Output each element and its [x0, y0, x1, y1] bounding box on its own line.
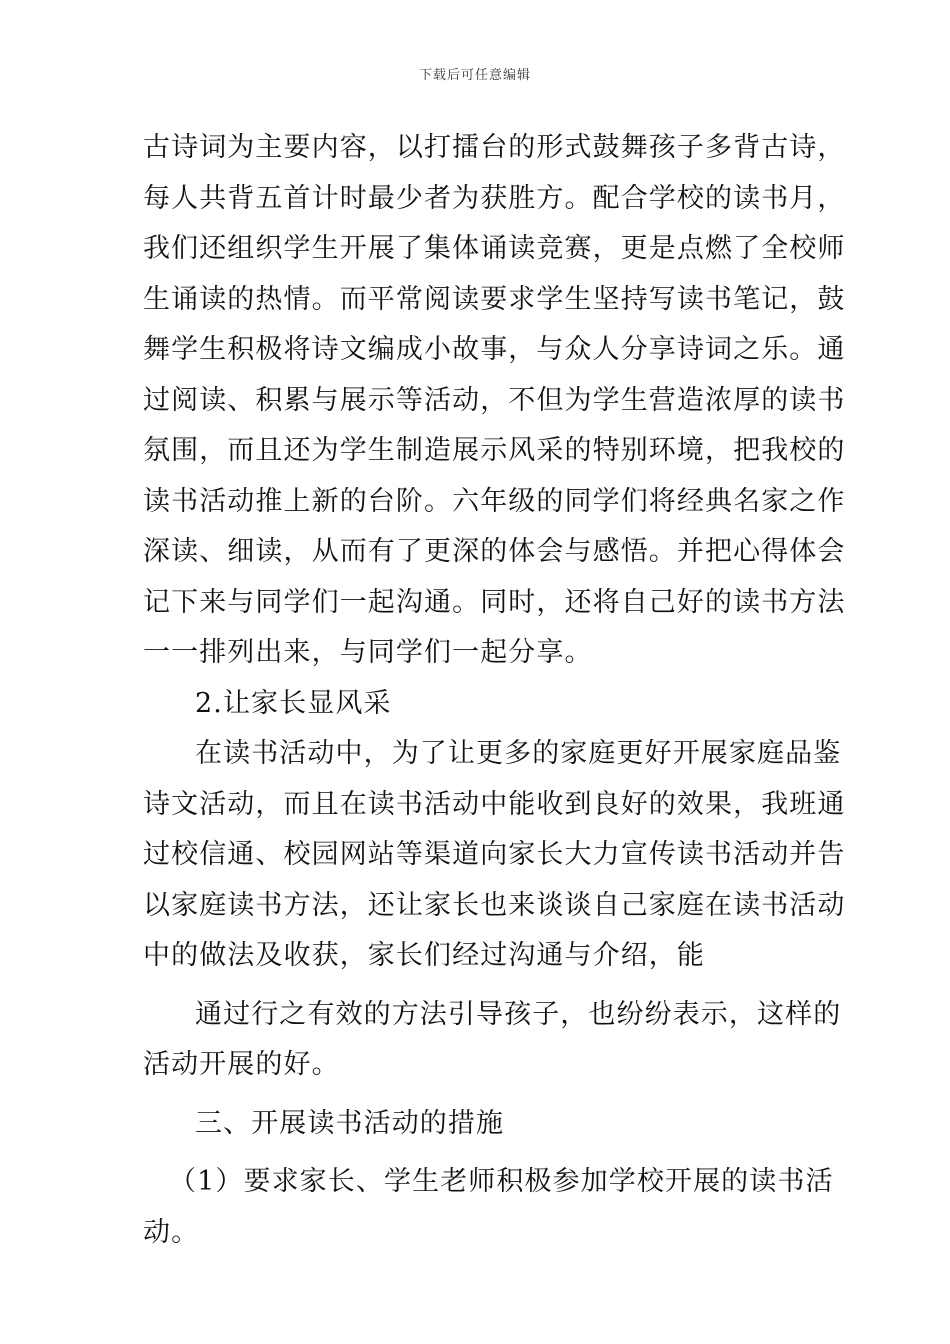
text-line: 过阅读、积累与展示等活动，不但为学生营造浓厚的读书	[143, 384, 846, 416]
text-line: 记下来与同学们一起沟通。同时，还将自己好的读书方法	[143, 586, 846, 618]
text-line: 一一排列出来，与同学们一起分享。	[143, 637, 593, 668]
text-line: 读书活动推上新的台阶。六年级的同学们将经典名家之作	[143, 485, 846, 517]
text-line: 过校信通、校园网站等渠道向家长大力宣传读书活动并告	[143, 839, 846, 870]
text-line: 我们还组织学生开展了集体诵读竞赛，更是点燃了全校师	[143, 233, 846, 264]
paragraph-1	[143, 123, 846, 679]
document-body	[143, 123, 846, 1258]
section-heading-3: 三、开展读书活动的措施	[195, 1107, 505, 1139]
text-line: 通过行之有效的方法引导孩子，也纷纷表示，这样的	[195, 998, 842, 1030]
paragraph-3	[143, 990, 842, 1091]
text-line: 古诗词为主要内容，以打擂台的形式鼓舞孩子多背古诗，	[143, 132, 846, 163]
paragraph-2	[143, 729, 846, 982]
text-line: 氛围，而且还为学生制造展示风采的特别环境，把我校的	[143, 435, 846, 466]
text-line: 动。	[143, 1216, 200, 1248]
text-line: （1）要求家长、学生老师积极参加学校开展的读书活	[169, 1166, 834, 1197]
text-line: 在读书活动中，为了让更多的家庭更好开展家庭品鉴	[195, 738, 842, 769]
text-line: 每人共背五首计时最少者为获胜方。配合学校的读书月，	[143, 182, 846, 214]
text-line: 舞学生积极将诗文编成小故事，与众人分享诗词之乐。通	[143, 334, 846, 365]
text-line: 活动开展的好。	[143, 1049, 340, 1080]
text-line: 诗文活动，而且在读书活动中能收到良好的效果，我班通	[143, 788, 846, 820]
text-line: 以家庭读书方法，还让家长也来谈谈自己家庭在读书活动	[143, 889, 846, 921]
text-line: 生诵读的热情。而平常阅读要求学生坚持写读书笔记，鼓	[143, 283, 846, 315]
text-line: 中的做法及收获，家长们经过沟通与介绍，能	[143, 940, 705, 971]
paragraph-4	[143, 1157, 834, 1258]
page-header-watermark: 下载后可任意编辑	[418, 68, 531, 83]
section-heading-2: 2.让家长显风采	[195, 687, 392, 719]
text-line: 深读、细读，从而有了更深的体会与感悟。并把心得体会	[143, 536, 846, 567]
